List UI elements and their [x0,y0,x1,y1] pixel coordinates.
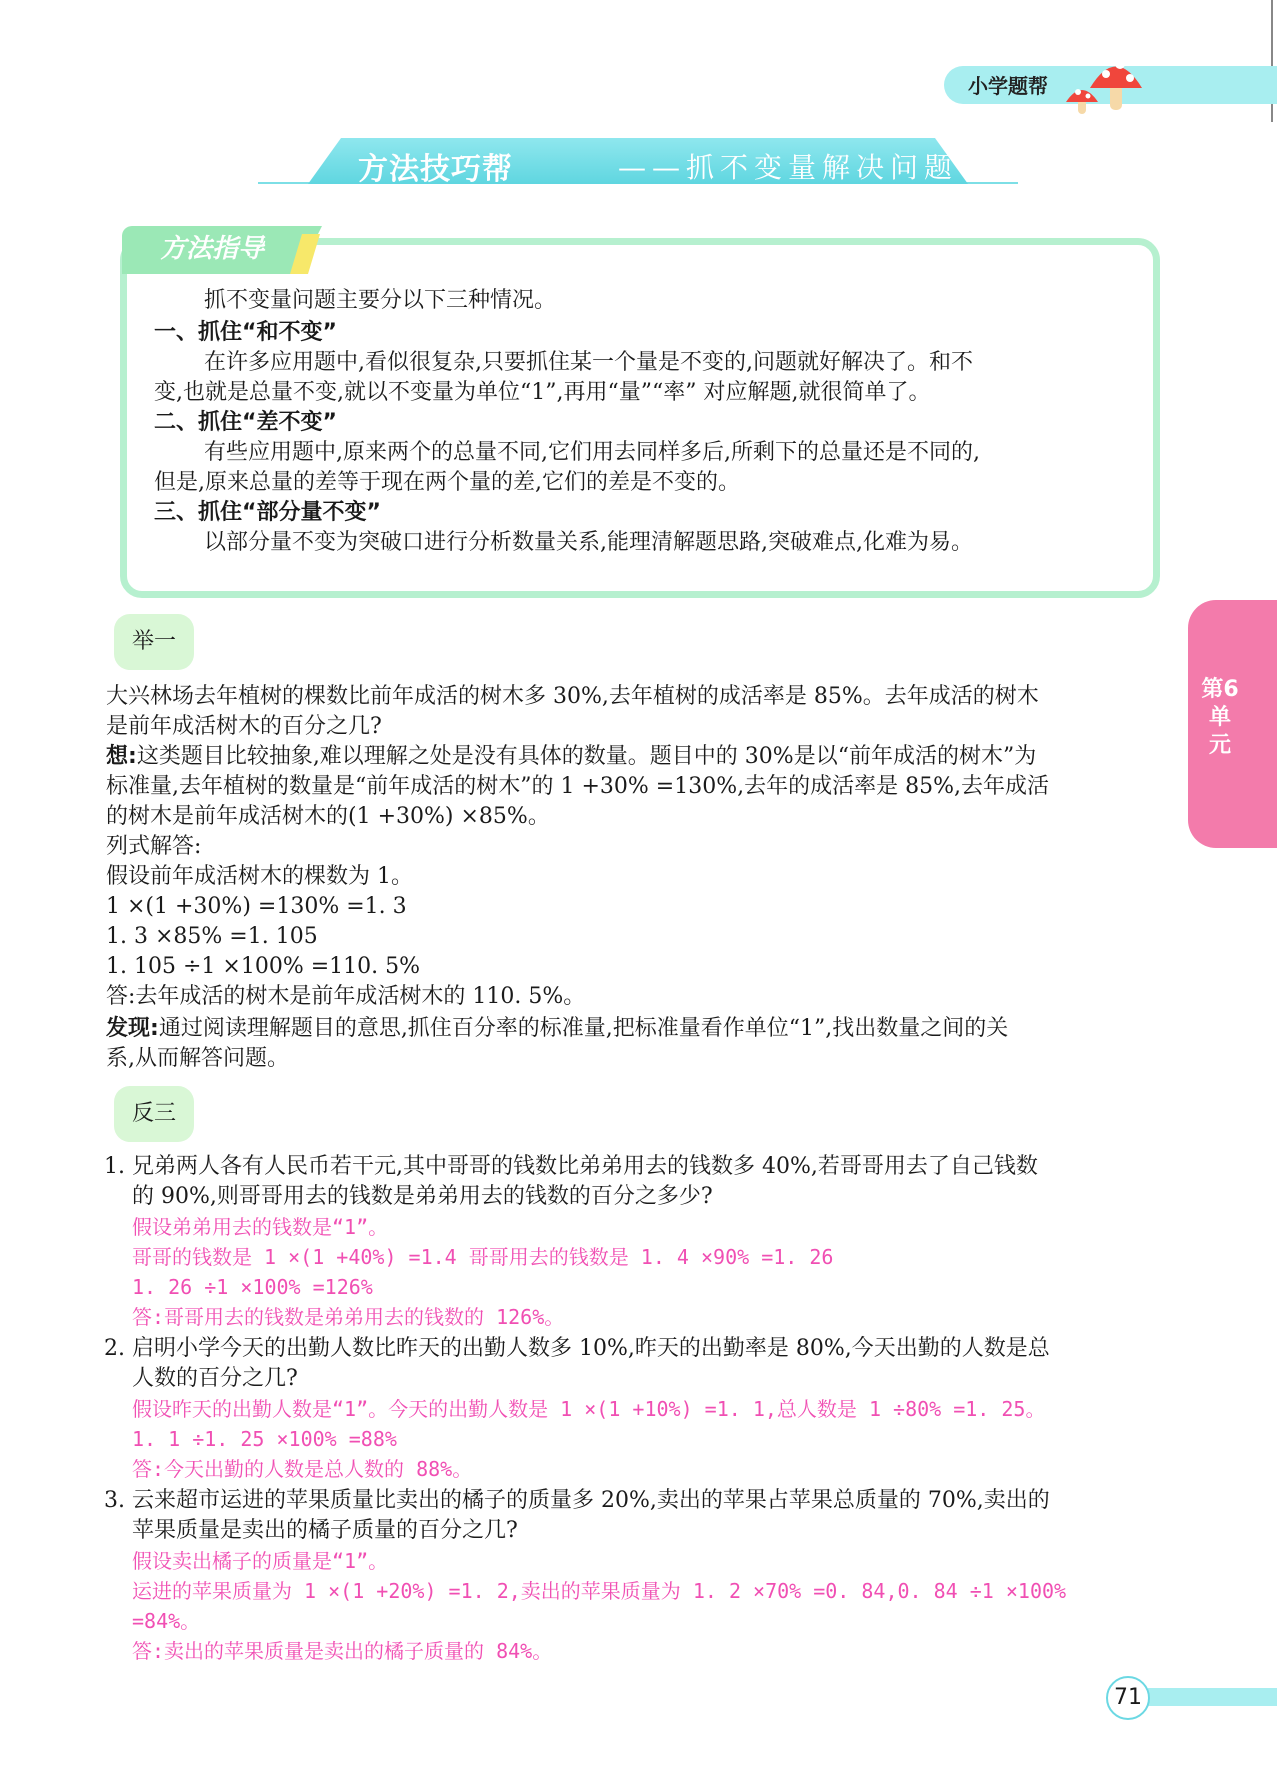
guide-intro: 抓不变量问题主要分以下三种情况。 [204,288,557,313]
guide-text-3: 以部分量不变为突破口进行分析数量关系,能理清解题思路,突破难点,化难为易。 [204,530,973,555]
guide-text-2a: 有些应用题中,原来两个的总量不同,它们用去同样多后,所剩下的总量还是不同的, [204,440,980,465]
problem-1-text-2: 的 90%,则哥哥用去的钱数是弟弟用去的钱数的百分之多少? [132,1184,713,1209]
example-step-1: 假设前年成活树木的棵数为 1。 [106,864,413,889]
find-label: 发现: [106,1016,159,1041]
example-step-3: 1. 3 ×85% =1. 105 [106,924,318,949]
practice-label: 反三 [114,1086,194,1142]
problem-1-answer-3: 1. 26 ÷1 ×100% =126% [132,1275,373,1299]
page-title: 方法技巧帮 [358,152,513,187]
problem-3-answer-2: 运进的苹果质量为 1 ×(1 +20%) =1. 2,卖出的苹果质量为 1. 2 ×70% =0. 84,0. 84 ÷1 ×100% [132,1579,1067,1603]
example-answer: 答:去年成活的树木是前年成活树木的 110. 5%。 [106,984,586,1009]
example-find-line-2: 系,从而解答问题。 [106,1046,289,1071]
problem-1-answer-1: 假设弟弟用去的钱数是“1”。 [132,1215,389,1239]
mushroom-icon [1060,40,1150,120]
example-step-2: 1 ×(1 +30%) =130% =1. 3 [106,894,407,919]
problem-3-answer-1: 假设卖出橘子的质量是“1”。 [132,1549,389,1573]
problem-1-text-1: 兄弟两人各有人民币若干元,其中哥哥的钱数比弟弟用去的钱数多 40%,若哥哥用去了自己钱数 [132,1154,1038,1179]
guide-heading-3: 三、抓住“部分量不变” [154,500,381,525]
problem-3-text-2: 苹果质量是卖出的橘子质量的百分之几? [132,1518,518,1543]
problem-1-answer-4: 答:哥哥用去的钱数是弟弟用去的钱数的 126%。 [132,1305,565,1329]
example-label: 举一 [114,614,194,670]
problem-2-answer-2: 1. 1 ÷1. 25 ×100% =88% [132,1427,397,1451]
example-find-line-1 [106,1014,1008,1044]
find-text: 通过阅读理解题目的意思,抓住百分率的标准量,把标准量看作单位“1”,找出数量之间的关 [158,1016,1009,1041]
example-solution-heading: 列式解答: [106,834,202,859]
problem-3-answer-3: =84%。 [132,1609,201,1633]
problem-2-number: 2. [104,1336,125,1361]
example-think-line-2: 标准量,去年植树的数量是“前年成活的树木”的 1 +30% =130%,去年的成活率是 85%,去年成活 [106,774,1050,799]
problem-2-answer-1: 假设昨天的出勤人数是“1”。今天的出勤人数是 1 ×(1 +10%) =1. 1,总人数是 1 ÷80% =1. 25。 [132,1397,1046,1421]
guide-text-1b: 变,也就是总量不变,就以不变量为单位“1”,再用“量”“率” 对应解题,就很简单了。 [154,380,931,405]
problem-1-number: 1. [104,1154,125,1179]
problem-3-text-1: 云来超市运进的苹果质量比卖出的橘子的质量多 20%,卖出的苹果占苹果总质量的 70%,卖出的 [132,1488,1050,1513]
page-subtitle: ——抓不变量解决问题 [618,151,959,184]
example-question-1: 大兴林场去年植树的棵数比前年成活的树木多 30%,去年植树的成活率是 85%。去年成活的树木 [106,684,1039,709]
footer-bar [1148,1688,1277,1706]
page-number: 71 [1106,1676,1150,1720]
example-question-2: 是前年成活树木的百分之几? [106,714,382,739]
problem-1-answer-2: 哥哥的钱数是 1 ×(1 +40%) =1.4 哥哥用去的钱数是 1. 4 ×90% =1. 26 [132,1245,834,1269]
method-guide-label: 方法指导 [160,234,265,264]
guide-heading-2: 二、抓住“差不变” [154,410,337,435]
problem-2-text-2: 人数的百分之几? [132,1366,298,1391]
brand-label: 小学题帮 [968,74,1048,98]
example-think-line-3: 的树木是前年成活树木的(1 +30%) ×85%。 [106,804,550,829]
example-think-line-1 [106,742,1036,772]
example-step-4: 1. 105 ÷1 ×100% =110. 5% [106,954,421,979]
problem-2-text-1: 启明小学今天的出勤人数比昨天的出勤人数多 10%,昨天的出勤率是 80%,今天出勤的人数是总 [132,1336,1050,1361]
think-text: 这类题目比较抽象,难以理解之处是没有具体的数量。题目中的 30%是以“前年成活的树木”为 [136,744,1037,769]
unit-side-tab-label: 第6单元 [1201,677,1239,758]
problem-3-number: 3. [104,1488,125,1513]
problem-2-answer-3: 答:今天出勤的人数是总人数的 88%。 [132,1457,473,1481]
problem-3-answer-4: 答:卖出的苹果质量是卖出的橘子质量的 84%。 [132,1639,553,1663]
guide-heading-1: 一、抓住“和不变” [154,320,337,345]
think-label: 想: [106,744,137,769]
guide-text-2b: 但是,原来总量的差等于现在两个量的差,它们的差是不变的。 [154,470,740,495]
guide-text-1a: 在许多应用题中,看似很复杂,只要抓住某一个量是不变的,问题就好解决了。和不 [204,350,973,375]
